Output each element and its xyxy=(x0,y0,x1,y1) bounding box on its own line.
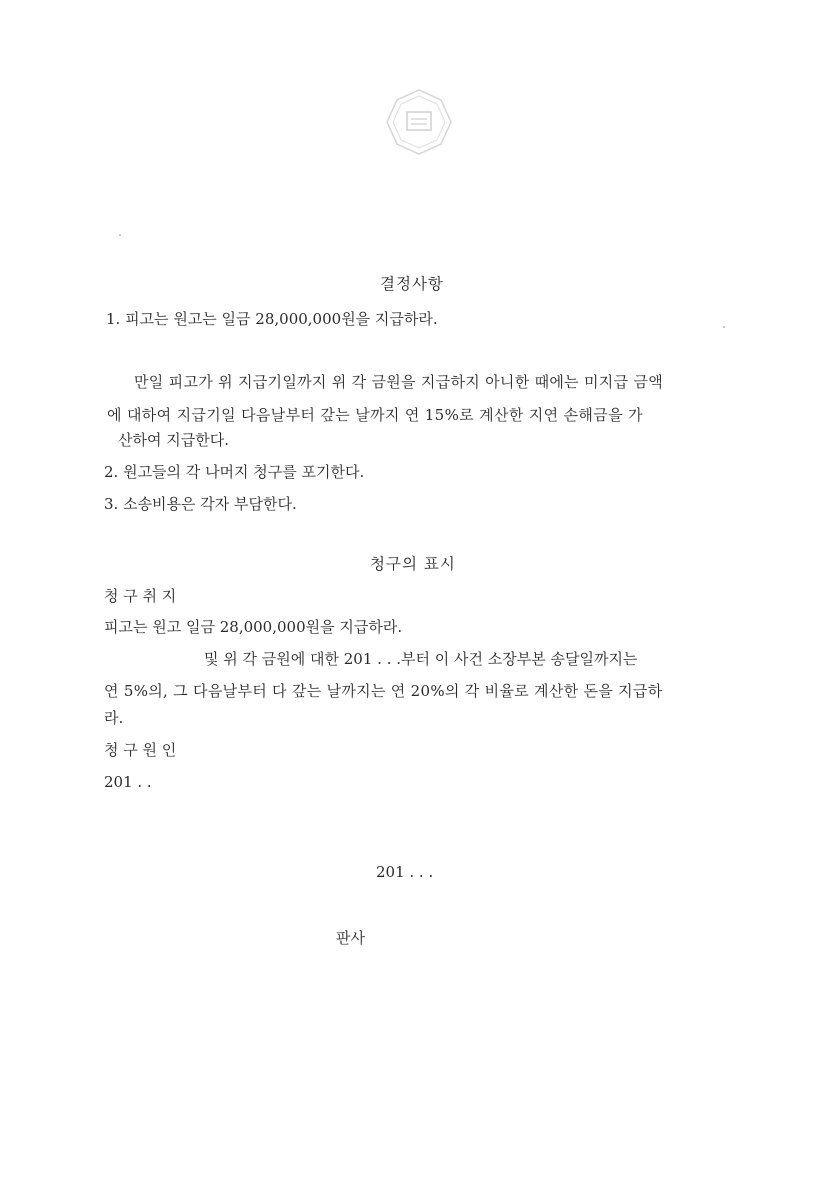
claim-heading: 청구의 표시 xyxy=(370,555,456,573)
decision-item-2: 2. 원고들의 각 나머지 청구를 포기한다. xyxy=(104,463,365,481)
judge-label: 판사 xyxy=(336,929,365,947)
decision-paragraph-line-3: 산하여 지급한다. xyxy=(118,431,229,449)
document-date: 201 . . . xyxy=(376,863,434,881)
scan-speck xyxy=(119,234,121,236)
decision-paragraph-line-2: 에 대하여 지급기일 다음날부터 갚는 날까지 연 15%로 계산한 지연 손해금을 가 xyxy=(107,406,643,424)
claim-purpose-line-4: 라. xyxy=(104,709,124,727)
claim-cause-label: 청 구 원 인 xyxy=(104,741,177,759)
claim-purpose-line-1: 피고는 원고 일금 28,000,000원을 지급하라. xyxy=(104,618,403,636)
claim-purpose-label: 청 구 취 지 xyxy=(104,587,177,605)
claim-purpose-line-2: 및 위 각 금원에 대한 201 . . .부터 이 사건 소장부본 송달일까지는 xyxy=(204,650,638,668)
decision-item-1: 1. 피고는 원고는 일금 28,000,000원을 지급하라. xyxy=(106,310,438,328)
claim-purpose-line-3: 연 5%의, 그 다음날부터 다 갚는 날까지는 연 20%의 각 비율로 계산한 돈을 지급하 xyxy=(104,682,663,700)
decision-item-3: 3. 소송비용은 각자 부담한다. xyxy=(104,495,297,513)
scan-speck xyxy=(723,326,725,328)
court-emblem-icon xyxy=(385,88,453,156)
claim-cause-date: 201 . . xyxy=(104,773,152,791)
decision-paragraph-line-1: 만일 피고가 위 지급기일까지 위 각 금원을 지급하지 아니한 때에는 미지급 금액 xyxy=(134,373,664,391)
decision-heading: 결정사항 xyxy=(380,275,444,293)
